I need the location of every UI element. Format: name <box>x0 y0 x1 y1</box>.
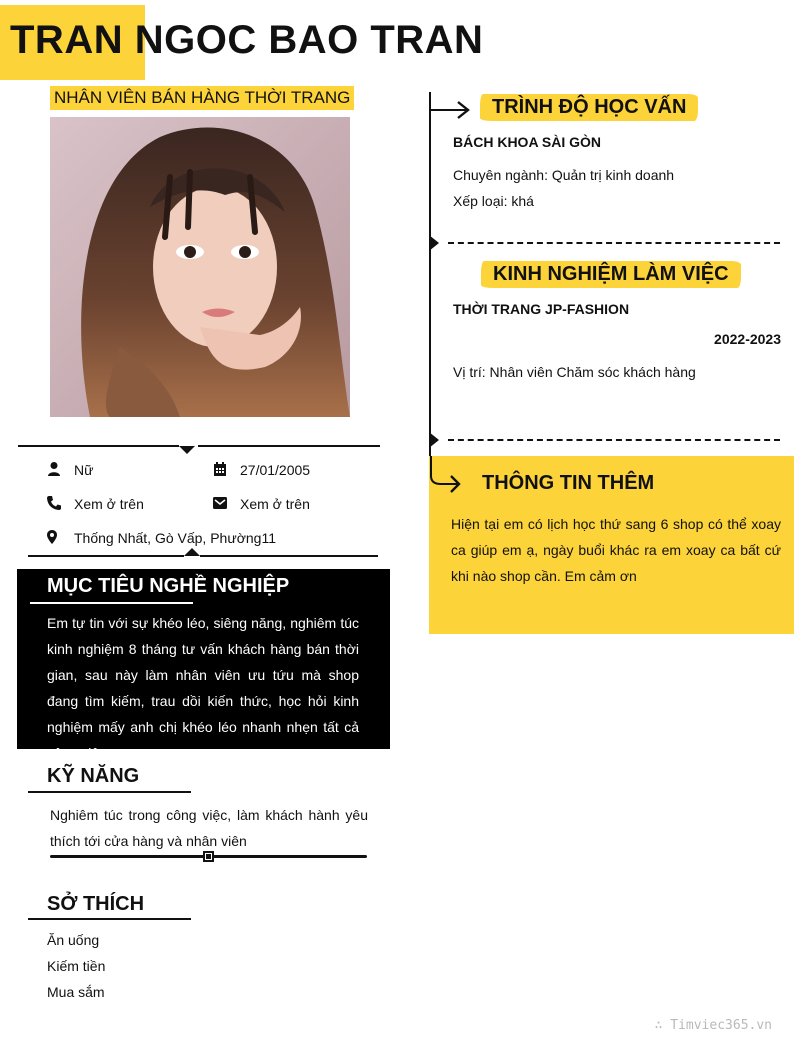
job-title: NHÂN VIÊN BÁN HÀNG THỜI TRANG <box>50 86 354 110</box>
birthday-value: 27/01/2005 <box>240 462 311 478</box>
hobbies-underline <box>28 918 191 920</box>
profile-photo <box>50 117 350 417</box>
section-marker-2 <box>429 432 439 448</box>
objective-text: Em tự tin với sự khéo léo, siêng năng, nghiêm túc kinh nghiệm 8 tháng tư vấn khách hàng bán thời gian, sau này làm nhân viên ưu tứu mà shop đang tìm kiếm, trau dồi kiến thức, học hỏi kinh nghiệm mấy anh chị khéo léo nhanh nhẹn tất cả công việc <box>47 615 359 761</box>
calendar-icon <box>212 461 228 477</box>
experience-position: Vị trí: Nhân viên Chăm sóc khách hàng <box>453 364 696 380</box>
experience-period: 2022-2023 <box>714 331 781 347</box>
info-top-line-right <box>198 445 380 447</box>
hobby-item: Kiếm tiền <box>47 958 106 974</box>
phone-icon <box>46 495 62 511</box>
info-top-arrow <box>179 446 195 454</box>
candidate-name: TRAN NGOC BAO TRAN <box>10 18 484 62</box>
curved-arrow-icon <box>429 456 465 496</box>
hobby-item: Mua sắm <box>47 984 105 1000</box>
experience-title: KINH NGHIỆM LÀM VIỆC <box>481 261 741 288</box>
section-marker-1 <box>429 235 439 251</box>
timeline-line <box>429 92 431 457</box>
watermark-dots-icon: ∴ <box>654 1018 671 1033</box>
skill-level-marker <box>203 851 214 862</box>
envelope-icon <box>212 495 228 511</box>
gender-value: Nữ <box>74 462 94 478</box>
extra-info-title: THÔNG TIN THÊM <box>482 472 655 494</box>
hobbies-title: SỞ THÍCH <box>47 893 145 915</box>
skills-underline <box>28 791 191 793</box>
address-value: Thống Nhất, Gò Vấp, Phường11 <box>74 530 276 546</box>
watermark-text: Timviec365.vn <box>670 1018 772 1033</box>
arrow-right-icon <box>430 99 472 121</box>
person-icon <box>46 461 62 477</box>
watermark <box>655 1018 772 1033</box>
info-bottom-line-right <box>200 555 378 557</box>
info-bottom-line-left <box>28 555 184 557</box>
education-title: TRÌNH ĐỘ HỌC VẤN <box>480 94 698 121</box>
extra-info-text: Hiện tại em có lịch học thứ sang 6 shop có thể xoay ca giúp em ạ, ngày buổi khác ra em xoay ca bất cứ khi nào shop cần. Em cảm ơn <box>451 516 781 584</box>
location-pin-icon <box>44 529 60 545</box>
phone-value: Xem ở trên <box>74 496 144 512</box>
skills-text: Nghiêm túc trong công việc, làm khách hành yêu thích tới cửa hàng và nhân viên <box>50 807 368 849</box>
objective-underline <box>30 602 193 604</box>
email-value: Xem ở trên <box>240 496 310 512</box>
info-bottom-arrow <box>184 548 200 556</box>
portrait-illustration <box>50 117 350 417</box>
section-divider-1 <box>448 242 780 244</box>
hobby-item: Ăn uống <box>47 932 100 948</box>
education-school: BÁCH KHOA SÀI GÒN <box>453 134 602 150</box>
experience-company: THỜI TRANG JP-FASHION <box>453 301 630 317</box>
section-divider-2 <box>448 439 780 441</box>
skills-title: KỸ NĂNG <box>47 765 140 787</box>
education-grade: Xếp loại: khá <box>453 193 534 209</box>
education-major: Chuyên ngành: Quản trị kinh doanh <box>453 167 675 183</box>
objective-title: MỤC TIÊU NGHỀ NGHIỆP <box>47 575 290 597</box>
info-top-line-left <box>18 445 179 447</box>
